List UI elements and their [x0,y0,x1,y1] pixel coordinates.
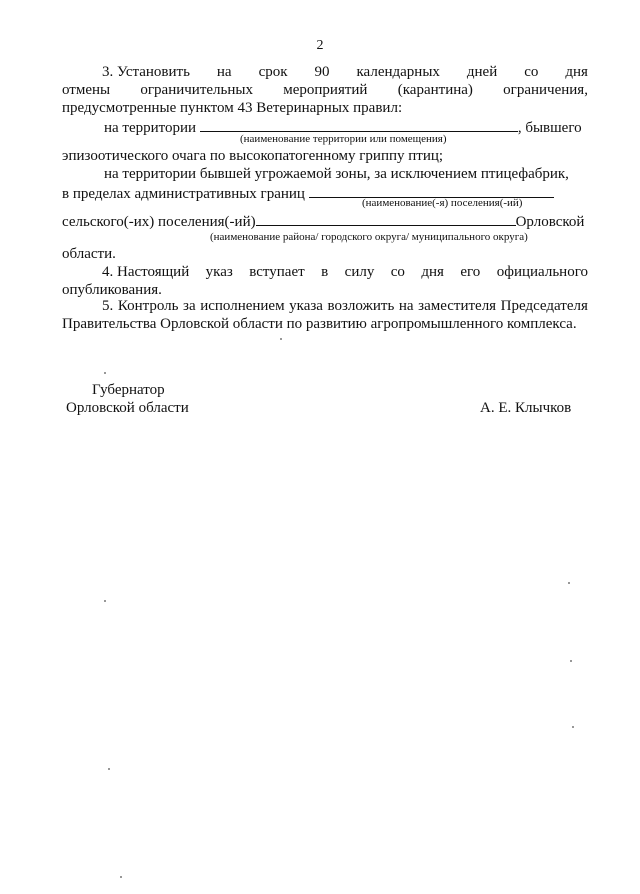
word: возложить [327,298,395,314]
word: 3. Установить [102,64,190,80]
admin-label: в пределах административных границ [62,186,305,202]
word: на [398,298,414,314]
word: мероприятий [283,82,368,98]
settlement-caption: (наименование(-я) поселения(-ий) [362,197,523,209]
territory-prefix: на территории [104,120,197,136]
word: на [216,64,232,80]
scan-speck [568,582,570,584]
scan-speck [104,600,106,602]
word: со [524,64,539,80]
scan-speck [108,768,110,770]
signature-title-line1: Губернатор [92,382,165,398]
territory-suffix: , бывшего [517,120,582,136]
rural-line [62,211,588,231]
word: исполнением [200,298,285,314]
word: указ [205,264,233,280]
item3-line2 [62,81,588,99]
word: дня [421,264,444,280]
word: 90 [314,64,330,80]
word: дней [466,64,498,80]
item3-line3: предусмотренные пунктом 43 Ветеринарных правил: [62,100,403,116]
word: заместителя [418,298,497,314]
word: официального [496,264,588,280]
item5-line2: Правительства Орловской области по развитию агропромышленного комплекса. [62,316,577,332]
word: Председателя [500,298,588,314]
signature-name: А. Е. Клычков [480,400,572,416]
item5-line1 [62,297,588,315]
word: указа [289,298,323,314]
word: дня [565,64,588,80]
word: за [183,298,196,314]
scan-speck [280,338,282,340]
word: со [390,264,405,280]
word: в [321,264,329,280]
territory-caption: (наименование территории или помещения) [240,133,447,145]
page-number: 2 [316,38,324,53]
focus-line: эпизоотического очага по высокопатогенному гриппу птиц; [62,148,444,164]
region-end: области. [62,246,116,262]
word: ограничения, [503,82,588,98]
signature-title-line2: Орловской области [66,400,189,416]
district-blank [256,211,516,226]
word: вступает [249,264,305,280]
item4-line2: опубликования. [62,282,162,298]
item3-line1 [62,63,588,81]
rural-prefix: сельского(-их) поселения(-ий) [62,214,256,230]
word: отмены [62,82,111,98]
scan-speck [104,372,106,374]
word: календарных [356,64,440,80]
scan-speck [572,726,574,728]
word: ограничительных [140,82,253,98]
scan-speck [570,660,572,662]
district-caption: (наименование района/ городского округа/ муниципального округа) [210,231,528,243]
settlement-blank [309,183,554,198]
word: (карантина) [397,82,473,98]
word: силу [344,264,375,280]
word: 5. [102,298,114,314]
word: его [460,264,481,280]
zone-line: на территории бывшей угрожаемой зоны, за исключением птицефабрик, [104,166,569,182]
word: срок [258,64,288,80]
scan-speck [120,876,122,878]
word: 4. Настоящий [102,264,190,280]
word: Контроль [117,298,179,314]
item4-line1 [62,263,588,281]
territory-blank [200,117,518,132]
rural-suffix: Орловской [515,214,585,230]
